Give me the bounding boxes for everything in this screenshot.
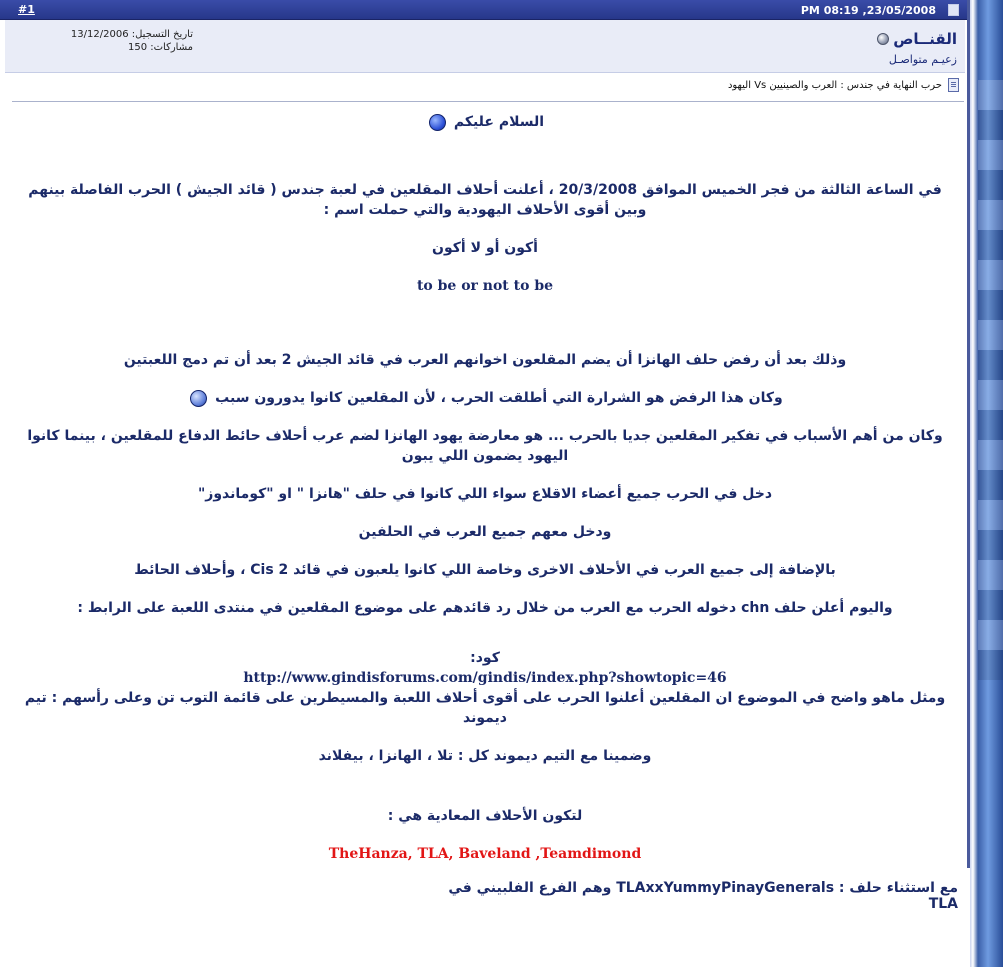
paragraph-with-smiley bbox=[10, 388, 960, 408]
code-url[interactable]: http://www.gindisforums.com/gindis/index.php?showtopic=46 bbox=[243, 670, 727, 686]
post-header-bar bbox=[0, 0, 967, 20]
post-status-icon bbox=[948, 4, 959, 16]
post-count: مشاركات: 150 bbox=[127, 42, 193, 53]
greeting-text: السلام عليكم bbox=[453, 114, 545, 130]
post-date: PM 08:19 ,23/05/2008 bbox=[800, 4, 936, 17]
slogan-arabic: أكون أو لا أكون bbox=[432, 240, 538, 256]
paragraph: دخل في الحرب جميع أعضاء الاقلاع سواء اللي كانوا في حلف "هانزا " او "كوماندوز" bbox=[198, 486, 772, 502]
username-row bbox=[877, 30, 957, 48]
paragraph: وضمينا مع التيم ديموند كل : تلا ، الهانزا ، بيفلاند bbox=[318, 748, 652, 764]
paragraph: بالإضافة إلى جميع العرب في الأحلاف الاخرى وخاصة اللي كانوا يلعبون في قائد Cis 2 ، وأحلاف الحائط bbox=[134, 562, 836, 578]
user-info-panel bbox=[5, 20, 965, 73]
thread-title: حرب النهاية في جندس : العرب والصينيين Vs اليهود bbox=[727, 79, 942, 91]
paragraph: في الساعة الثالثة من فجر الخميس الموافق 20/3/2008 ، أعلنت أحلاف المقلعين في لعبة جندس ( قائد الجيش ) الحرب الفاصلة بينهم وبين أقوى الأحلاف اليهودية والتي حملت اسم : bbox=[28, 182, 942, 218]
background-wallpaper-strip bbox=[970, 0, 1003, 967]
paragraph-text: وكان هذا الرفض هو الشرارة التي أطلقت الحرب ، لأن المقلعين كانوا يدورون سبب bbox=[215, 390, 783, 406]
username-link[interactable]: القنــاص bbox=[893, 30, 957, 48]
title-separator bbox=[12, 101, 964, 102]
enemies-list: TheHanza, TLA, Baveland ,Teamdimond bbox=[328, 846, 642, 862]
paragraph: وذلك بعد أن رفض حلف الهانزا أن يضم المقلعون اخوانهم العرب في قائد الجيش 2 بعد أن تم دمج اللعبتين bbox=[123, 352, 847, 368]
smiley-icon bbox=[429, 114, 446, 131]
join-date: تاريخ التسجيل: 13/12/2006 bbox=[70, 29, 193, 40]
thread-title-row bbox=[728, 78, 959, 92]
paragraph: لتكون الأحلاف المعادية هي : bbox=[387, 808, 583, 824]
online-status-icon bbox=[877, 33, 889, 45]
overflow-paragraph: مع استثناء حلف : TLAxxYummyPinayGenerals وهم الفرع الفلبيني في TLA bbox=[448, 880, 958, 912]
greeting-line bbox=[10, 112, 960, 132]
code-label: كود: bbox=[470, 650, 500, 666]
user-stats bbox=[13, 28, 193, 54]
paragraph: وكان من أهم الأسباب في تفكير المقلعين جديا بالحرب ... هو معارضة يهود الهانزا لضم عرب أحلاف حائط الدفاع للمقلعين ، بينما كانوا اليهود يضمون اللي يبون bbox=[27, 428, 943, 464]
post-number-link[interactable]: #1 bbox=[18, 3, 35, 16]
user-rank-title: زعيـم متواصـل bbox=[888, 53, 957, 66]
paragraph: واليوم أعلن حلف chn دخوله الحرب مع العرب من خلال رد قائدهم على موضوع المقلعين في منتدى اللعبة على الرابط : bbox=[77, 600, 893, 616]
paragraph: ومثل ماهو واضح في الموضوع ان المقلعين أعلنوا الحرب على أقوى أحلاف اللعبة والمسيطرين على قائمة التوب تن وعلى رأسهم : تيم ديموند bbox=[24, 690, 946, 726]
post-message bbox=[10, 106, 960, 864]
grin-smiley-icon bbox=[190, 390, 207, 407]
paragraph: ودخل معهم جميع العرب في الحلفين bbox=[358, 524, 612, 540]
slogan-english: to be or not to be bbox=[416, 278, 554, 294]
post-document-icon bbox=[948, 78, 959, 92]
